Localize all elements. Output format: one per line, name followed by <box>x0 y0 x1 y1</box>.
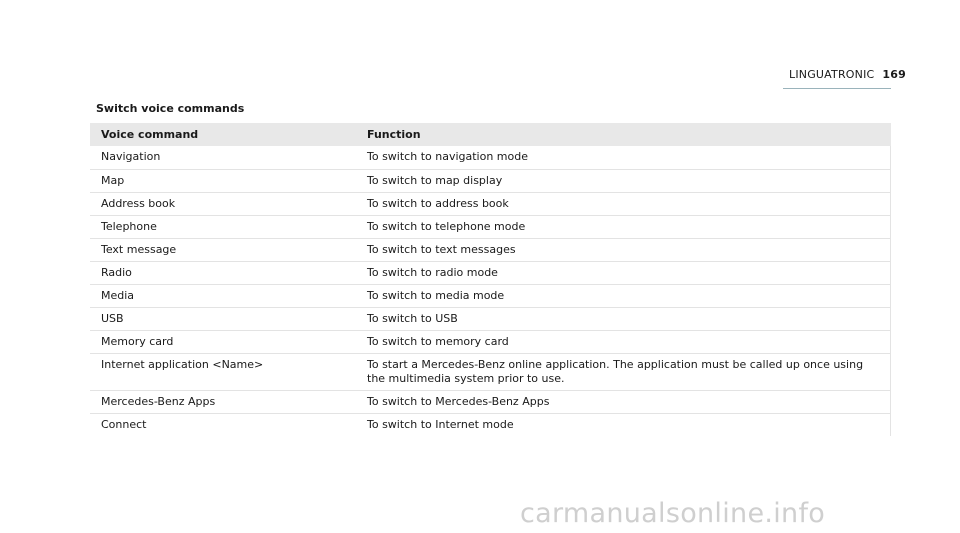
voice-command-cell: Media <box>90 284 356 307</box>
table-row <box>90 413 891 436</box>
function-cell: To start a Mercedes-Benz online application. The application must be called up once using the multimedia system prior to use. <box>356 353 891 390</box>
function-cell: To switch to map display <box>356 169 891 192</box>
function-cell: To switch to memory card <box>356 330 891 353</box>
table-row <box>90 353 891 390</box>
table-row <box>90 284 891 307</box>
running-header <box>789 68 906 81</box>
table-row <box>90 261 891 284</box>
function-cell: To switch to navigation mode <box>356 146 891 169</box>
function-cell: To switch to text messages <box>356 238 891 261</box>
voice-command-cell: Radio <box>90 261 356 284</box>
voice-command-cell: Map <box>90 169 356 192</box>
table-row <box>90 146 891 169</box>
voice-command-cell: Connect <box>101 417 147 431</box>
voice-command-cell: USB <box>90 307 356 330</box>
function-cell: To switch to radio mode <box>356 261 891 284</box>
voice-command-cell: Internet application <Name> <box>90 353 356 390</box>
voice-command-cell: Mercedes-Benz Apps <box>90 390 356 413</box>
table-row <box>90 169 891 192</box>
table-row <box>90 330 891 353</box>
function-cell: To switch to telephone mode <box>356 215 891 238</box>
watermark-text: carmanualsonline.info <box>520 498 826 529</box>
table-row <box>90 192 891 215</box>
voice-command-cell: Telephone <box>90 215 356 238</box>
table-header-row <box>90 123 891 146</box>
table-row <box>90 238 891 261</box>
page-number: 169 <box>882 68 906 81</box>
voice-command-cell: Address book <box>90 192 356 215</box>
table-row <box>90 215 891 238</box>
function-cell: To switch to Internet mode <box>356 413 891 436</box>
column-header-voice-command: Voice command <box>101 128 199 141</box>
header-divider <box>783 88 891 89</box>
function-cell: To switch to USB <box>356 307 891 330</box>
function-cell: To switch to Mercedes-Benz Apps <box>356 390 891 413</box>
header-section-label: LINGUATRONIC <box>789 68 875 81</box>
voice-command-cell: Navigation <box>90 146 356 169</box>
column-header-function: Function <box>367 128 421 141</box>
table-row <box>90 307 891 330</box>
voice-command-cell: Text message <box>90 238 356 261</box>
table-row <box>90 390 891 413</box>
section-title: Switch voice commands <box>96 102 245 115</box>
voice-commands-table <box>90 123 891 436</box>
function-cell: To switch to media mode <box>356 284 891 307</box>
function-cell: To switch to address book <box>356 192 891 215</box>
voice-command-cell: Memory card <box>90 330 356 353</box>
